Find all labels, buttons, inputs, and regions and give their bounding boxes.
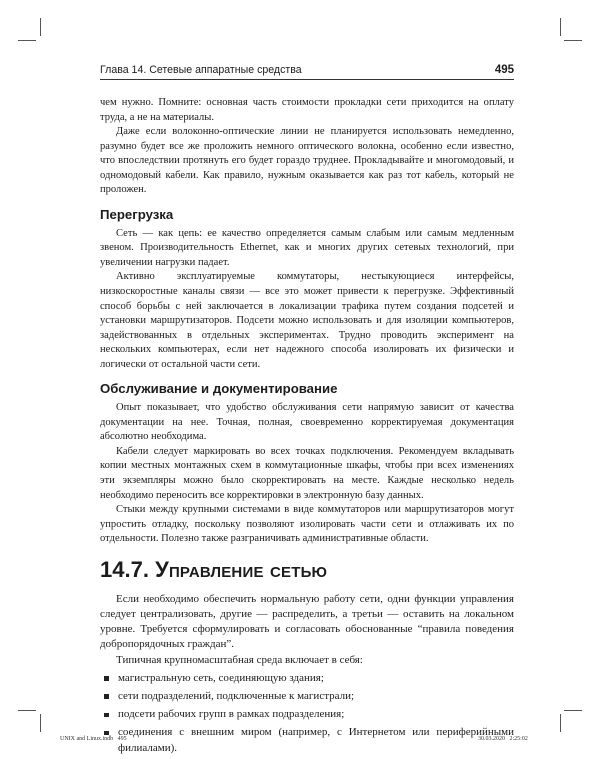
crop-mark [40,18,41,36]
slug-filename: UNIX and Linux.indb 495 [60,736,127,742]
paragraph: чем нужно. Помните: основная часть стоимости прокладки сети приходится на оплату труда, а не на материалы. [100,97,514,123]
bullet-icon [104,676,109,681]
subsection-heading-maintenance: Обслуживание и документирование [100,381,338,397]
slug-datetime: 30.03.2020 2:25:02 [478,736,528,742]
list-item [100,707,514,722]
paragraph: Типичная крупномасштабная среда включает в себя: [116,653,363,666]
paragraph: Активно эксплуатируемые коммутаторы, нестыкующиеся интерфейсы, низкоскоростные каналы связи — все это может привести к перегрузке. Эффективный способ борьбы с ней заключается в локализации трафика путем создания подсетей и установки маршрутизаторов. Подсети можно использовать и для изоляции компьютеров, задействованных в отдельных экспериментах. Трудно проводить эксперимент на нескольких компьютерах, если нет надежного способа изолировать их физически и логически от остальной части сети. [100,271,514,370]
text-column [100,96,514,759]
list-item [100,671,514,686]
crop-mark [564,40,582,41]
crop-mark [564,710,582,711]
crop-mark [40,714,41,732]
paragraph: Опыт показывает, что удобство обслуживания сети напрямую зависит от качества документации на нее. Точная, полная, своевременно корректируемая документация абсолютно необходима. [100,402,514,443]
chapter-title: Глава 14. Сетевые аппаратные средства [100,64,302,76]
crop-mark [18,40,36,41]
paragraph: Даже если волоконно-оптические линии не планируется использовать немедленно, разумно будет все же проложить немного оптического волокна, особенно если известно, что впоследствии протянуть его будет гораздо труднее. Прокладывайте и многомодовый, и одномодовый кабели. Как правило, нужным оказывается как раз тот кабель, который не проложен. [100,126,514,196]
paragraph: Стыки между крупными системами в виде коммутаторов или маршрутизаторов могут упростить отладку, поскольку позволяют изолировать части сети и отлаживать их по отдельности. Полезно также разграничивать административные области. [100,504,514,545]
list-item [100,725,514,755]
bullet-list [100,671,514,756]
paragraph: Кабели следует маркировать во всех точках подключения. Рекомендуем вкладывать копии местных монтажных схем в коммутационные шкафы, чтобы при всех изменениях эти экземпляры можно было скорректировать на месте. Каждые несколько недель необходимо переносить все корректировки в электронную базу данных. [100,445,514,501]
paragraph: Если необходимо обеспечить нормальную работу сети, одни функции управления следует централизовать, другие — распределить, а третьи — оставить на локальном уровне. Требуется сформулировать и согласовать обоснованные “правила поведения добропорядочных граждан”. [100,592,514,651]
bullet-icon [104,713,109,718]
list-item [100,689,514,704]
bullet-icon [104,731,109,736]
section-heading [100,557,514,583]
list-item-text: подсети рабочих групп в рамках подразделения; [118,708,345,721]
crop-mark [560,18,561,36]
list-item-text: сети подразделений, подключенные к магистрали; [118,689,355,702]
section-title: Управление сетью [155,556,328,582]
paragraph: Сеть — как цепь: ее качество определяется самым слабым или самым медленным звеном. Производительность Ethernet, как и многих других сетевых технологий, при увеличении нагрузки падает. [100,227,514,268]
list-item-text: соединения с внешним миром (например, с Интернетом или периферийными филиалами). [118,726,514,754]
page-number: 495 [494,64,514,76]
section-network-management [100,557,514,756]
section-number: 14.7. [100,556,149,582]
subsection-heading-congestion: Перегрузка [100,206,174,222]
crop-mark [18,710,36,711]
crop-mark [560,714,561,732]
running-head [100,64,514,80]
bullet-icon [104,694,109,699]
list-item-text: магистральную сеть, соединяющую здания; [118,671,324,684]
